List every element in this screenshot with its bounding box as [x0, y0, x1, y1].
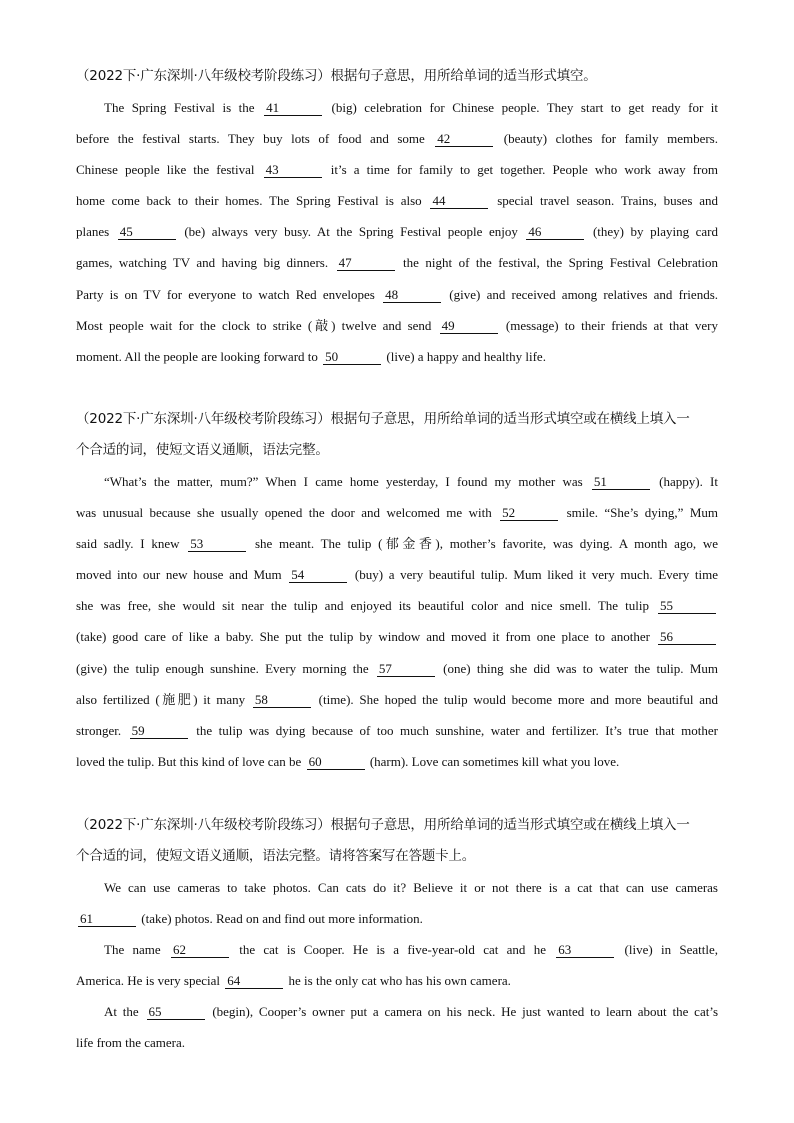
answer-blank-51[interactable]: 51 [592, 475, 650, 490]
answer-blank-52[interactable]: 52 [500, 506, 558, 521]
passage-text: (begin), Cooper’s owner put a camera on his neck. He just wanted to learn about the cat’s [206, 1004, 718, 1020]
answer-blank-57[interactable]: 57 [377, 662, 435, 677]
section1-header: （2022下·广东深圳·八年级校考阶段练习）根据句子意思，用所给单词的适当形式填空。 [76, 68, 597, 84]
passage-text: The Spring Festival is the [104, 100, 263, 115]
passage-line [76, 466, 718, 497]
answer-blank-43[interactable]: 43 [264, 163, 322, 178]
passage-text: (buy) a very beautiful tulip. Mum liked it very much. Every time [349, 567, 718, 583]
answer-blank-47[interactable]: 47 [337, 256, 395, 271]
passage-line [76, 123, 718, 154]
passage-text: she meant. The tulip (郁金香), mother’s favorite, was dying. A month ago, we [248, 536, 718, 552]
passage-text: was unusual because she usually opened the door and welcomed me with [76, 505, 499, 521]
passage-line [76, 653, 718, 684]
passage-line [76, 621, 718, 652]
passage-line [76, 934, 718, 965]
passage-text: games, watching TV and having big dinners. [76, 255, 335, 271]
passage-text: (beauty) clothes for family members. [495, 131, 718, 147]
passage-text: Party is on TV for everyone to watch Red envelopes [76, 286, 382, 302]
passage-text: also fertilized (施肥) it many [76, 691, 251, 707]
passage-line [76, 684, 718, 715]
passage-line [76, 154, 718, 185]
passage-line [76, 216, 718, 247]
section3-header-line2: 个合适的词，使短文语义通顺，语法完整。请将答案写在答题卡上。 [76, 848, 475, 864]
section3-header-line1: （2022下·广东深圳·八年级校考阶段练习）根据句子意思，用所给单词的适当形式填空或在横线上填入一 [76, 817, 690, 833]
passage-text: (take) good care of like a baby. She put the tulip by window and moved it from one place to another [76, 629, 656, 645]
passage-text: “What’s the matter, mum?” When I came home yesterday, I found my mother was [104, 474, 590, 489]
answer-blank-64[interactable]: 64 [225, 974, 283, 989]
passage-line [76, 92, 718, 123]
answer-blank-45[interactable]: 45 [118, 225, 176, 240]
passage-text: home come back to their homes. The Spring Festival is also [76, 193, 429, 209]
section3-passage [76, 872, 718, 1059]
passage-text: the cat is Cooper. He is a five-year-old cat and he [230, 942, 555, 958]
passage-text: (happy). It [651, 474, 718, 489]
passage-text: said sadly. I knew [76, 536, 187, 552]
answer-blank-61[interactable]: 61 [78, 912, 136, 927]
answer-blank-63[interactable]: 63 [556, 943, 614, 958]
passage-text: At the [104, 1004, 145, 1020]
passage-line [76, 965, 718, 996]
passage-line [76, 746, 718, 777]
passage-text: (live) in Seattle, [616, 942, 718, 958]
passage-text: loved the tulip. But this kind of love can be [76, 753, 305, 769]
passage-line [76, 996, 718, 1027]
passage-line [76, 559, 718, 590]
passage-line [76, 872, 718, 903]
passage-text: Chinese people like the festival [76, 162, 262, 178]
answer-blank-48[interactable]: 48 [383, 288, 441, 303]
passage-text: (message) to their friends at that very [499, 317, 718, 333]
passage-text: before the festival starts. They buy lots of food and some [76, 131, 434, 147]
passage-text: The name [104, 942, 169, 958]
answer-blank-50[interactable]: 50 [323, 350, 381, 365]
passage-line [76, 279, 718, 310]
passage-line [76, 497, 718, 528]
passage-text: (big) celebration for Chinese people. They start to get ready for it [324, 100, 719, 115]
answer-blank-60[interactable]: 60 [307, 755, 365, 770]
passage-text: life from the camera. [76, 1035, 185, 1051]
answer-blank-62[interactable]: 62 [171, 943, 229, 958]
passage-text: (harm). Love can sometimes kill what you love. [366, 753, 620, 769]
passage-text: the tulip was dying because of too much sunshine, water and fertilizer. It’s true that mother [189, 722, 718, 738]
passage-text: (they) by playing card [586, 224, 718, 240]
answer-blank-65[interactable]: 65 [147, 1005, 205, 1020]
passage-text: planes [76, 224, 116, 240]
section2-header-line1: （2022下·广东深圳·八年级校考阶段练习）根据句子意思，用所给单词的适当形式填空或在横线上填入一 [76, 411, 690, 427]
passage-text: moment. All the people are looking forward to [76, 348, 322, 364]
passage-line [76, 528, 718, 559]
passage-line [76, 310, 718, 341]
passage-line [76, 247, 718, 278]
passage-text: America. He is very special [76, 973, 224, 989]
passage-text: (take) photos. Read on and find out more information. [138, 911, 423, 927]
answer-blank-42[interactable]: 42 [435, 132, 493, 147]
answer-blank-59[interactable]: 59 [130, 724, 188, 739]
passage-text: (time). She hoped the tulip would become more and more beautiful and [312, 691, 718, 707]
passage-line [76, 1027, 718, 1058]
passage-text: (be) always very busy. At the Spring Festival people enjoy [177, 224, 525, 240]
section2-header-line2: 个合适的词，使短文语义通顺，语法完整。 [76, 442, 329, 458]
passage-line [76, 185, 718, 216]
answer-blank-56[interactable]: 56 [658, 630, 716, 645]
passage-text: she was free, she would sit near the tulip and enjoyed its beautiful color and nice smell. The tulip [76, 598, 656, 614]
passage-text: (give) and received among relatives and friends. [443, 286, 719, 302]
passage-text: We can use cameras to take photos. Can cats do it? Believe it or not there is a cat that can use cameras [104, 880, 718, 895]
passage-text: moved into our new house and Mum [76, 567, 288, 583]
passage-text: (one) thing she did was to water the tulip. Mum [436, 660, 718, 676]
passage-text: stronger. [76, 722, 128, 738]
answer-blank-46[interactable]: 46 [526, 225, 584, 240]
passage-text: it’s a time for family to get together. People who work away from [323, 162, 718, 178]
passage-line [76, 903, 718, 934]
section1-passage [76, 92, 718, 372]
passage-text: the night of the festival, the Spring Festival Celebration [396, 255, 718, 271]
passage-line [76, 715, 718, 746]
passage-line [76, 590, 718, 621]
answer-blank-58[interactable]: 58 [253, 693, 311, 708]
passage-line [76, 341, 718, 372]
passage-text: (give) the tulip enough sunshine. Every morning the [76, 660, 375, 676]
section2-passage [76, 466, 718, 777]
answer-blank-41[interactable]: 41 [264, 101, 322, 116]
answer-blank-54[interactable]: 54 [289, 568, 347, 583]
answer-blank-55[interactable]: 55 [658, 599, 716, 614]
passage-text: Most people wait for the clock to strike (敲) twelve and send [76, 317, 438, 333]
passage-text: (live) a happy and healthy life. [383, 348, 546, 364]
answer-blank-44[interactable]: 44 [430, 194, 488, 209]
answer-blank-53[interactable]: 53 [188, 537, 246, 552]
passage-text: he is the only cat who has his own camera. [285, 973, 511, 989]
passage-text: special travel season. Trains, buses and [490, 193, 718, 209]
answer-blank-49[interactable]: 49 [440, 319, 498, 334]
passage-text: smile. “She’s dying,” Mum [560, 505, 718, 521]
